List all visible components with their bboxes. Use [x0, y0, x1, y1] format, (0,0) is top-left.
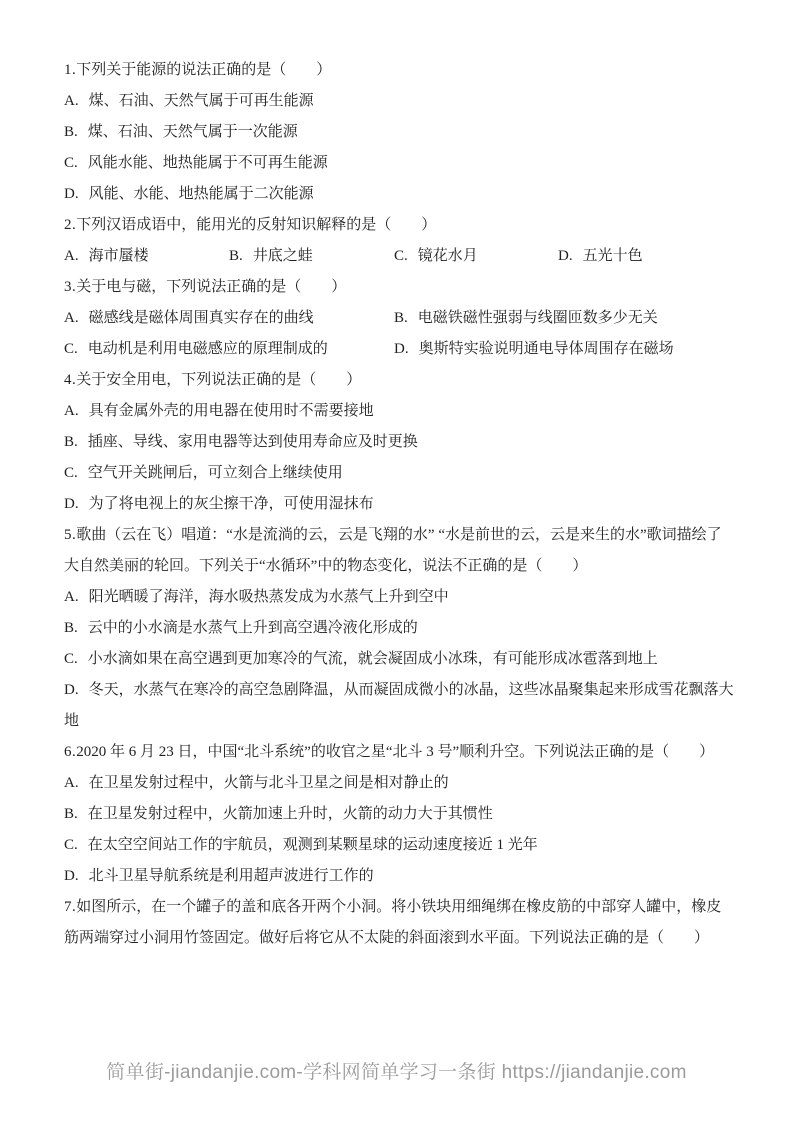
option-d	[64, 489, 736, 520]
question-3	[64, 272, 736, 365]
question-1	[64, 55, 736, 210]
option-label: C.	[64, 465, 78, 481]
option-text: 冬天，水蒸气在寒冷的高空急剧降温，从而凝固成微小的冰晶，这些冰晶聚集起来形成雪花飘落大地	[64, 682, 734, 729]
question-number: 2.	[64, 217, 77, 233]
question-stem	[64, 520, 736, 582]
option-text: 空气开关跳闸后，可立刻合上继续使用	[87, 465, 343, 481]
question-stem-text: 歌曲（云在飞）唱道：“水是流淌的云，云是飞翔的水” “水是前世的云，云是来生的水”歌词描绘了大自然美丽的轮回。下列关于“水循环”中的物态变化，说法不正确的是（ ）	[64, 527, 722, 574]
option-c	[64, 830, 736, 861]
option-text: 在卫星发射过程中，火箭加速上升时，火箭的动力大于其惯性	[87, 806, 493, 822]
question-number: 5.	[64, 527, 77, 543]
option-label: D.	[64, 868, 79, 884]
option-d	[64, 861, 736, 892]
question-stem	[64, 737, 736, 768]
option-label: A.	[64, 93, 79, 109]
options-grid	[64, 303, 736, 365]
option-d	[64, 675, 736, 737]
option-text: 镜花水月	[417, 248, 478, 264]
option-a	[64, 241, 229, 272]
question-stem	[64, 365, 736, 396]
question-stem-text: 下列关于能源的说法正确的是（ ）	[76, 62, 332, 78]
question-number: 6.	[64, 744, 77, 760]
option-label: D.	[394, 341, 409, 357]
option-label: C.	[64, 837, 78, 853]
question-stem	[64, 55, 736, 86]
option-label: A.	[64, 403, 79, 419]
option-text: 风能、水能、地热能属于二次能源	[88, 186, 314, 202]
option-b	[64, 613, 736, 644]
option-text: 阳光晒暖了海洋，海水吸热蒸发成为水蒸气上升到空中	[88, 589, 449, 605]
question-number: 4.	[64, 372, 77, 388]
option-b	[64, 427, 736, 458]
question-stem-text: 关于安全用电，下列说法正确的是（ ）	[76, 372, 362, 388]
option-b	[64, 799, 736, 830]
question-stem-text: 下列汉语成语中，能用光的反射知识解释的是（ ）	[76, 217, 437, 233]
option-text: 在卫星发射过程中，火箭与北斗卫星之间是相对静止的	[88, 775, 449, 791]
option-text: 海市蜃楼	[88, 248, 149, 264]
option-label: B.	[64, 124, 78, 140]
option-c	[64, 148, 736, 179]
option-d	[558, 241, 736, 272]
option-text: 煤、石油、天然气属于一次能源	[87, 124, 298, 140]
option-b	[394, 303, 736, 334]
option-d	[64, 179, 736, 210]
question-stem	[64, 892, 736, 954]
option-label: D.	[64, 186, 79, 202]
option-text: 北斗卫星导航系统是利用超声波进行工作的	[88, 868, 374, 884]
option-c	[64, 334, 394, 365]
option-text: 电动机是利用电磁感应的原理制成的	[87, 341, 328, 357]
option-label: D.	[64, 496, 79, 512]
option-text: 具有金属外壳的用电器在使用时不需要接地	[88, 403, 374, 419]
option-text: 奥斯特实验说明通电导体周围存在磁场	[418, 341, 674, 357]
question-number: 1.	[64, 62, 77, 78]
option-text: 磁感线是磁体周围真实存在的曲线	[88, 310, 314, 326]
option-text: 云中的小水滴是水蒸气上升到高空遇冷液化形成的	[87, 620, 418, 636]
option-label: C.	[64, 341, 78, 357]
option-a	[64, 582, 736, 613]
option-label: B.	[229, 248, 243, 264]
option-c	[394, 241, 558, 272]
option-c	[64, 644, 736, 675]
question-stem	[64, 210, 736, 241]
option-label: A.	[64, 248, 79, 264]
question-number: 3.	[64, 279, 77, 295]
question-stem	[64, 272, 736, 303]
option-text: 在太空空间站工作的宇航员，观测到某颗星球的运动速度接近 1 光年	[87, 837, 538, 853]
option-c	[64, 458, 736, 489]
option-text: 电磁铁磁性强弱与线圈匝数多少无关	[417, 310, 658, 326]
option-a	[64, 396, 736, 427]
option-text: 煤、石油、天然气属于可再生能源	[88, 93, 314, 109]
option-text: 插座、导线、家用电器等达到使用寿命应及时更换	[87, 434, 418, 450]
option-a	[64, 86, 736, 117]
option-text: 小水滴如果在高空遇到更加寒冷的气流，就会凝固成小冰珠，有可能形成冰雹落到地上	[87, 651, 658, 667]
question-7	[64, 892, 736, 954]
option-label: C.	[64, 155, 78, 171]
question-4	[64, 365, 736, 520]
option-a	[64, 768, 736, 799]
options-row	[64, 241, 736, 272]
option-text: 五光十色	[582, 248, 643, 264]
option-label: D.	[558, 248, 573, 264]
question-number: 7.	[64, 899, 77, 915]
option-label: A.	[64, 589, 79, 605]
option-text: 为了将电视上的灰尘擦干净，可使用湿抹布	[88, 496, 374, 512]
watermark-footer	[0, 1060, 793, 1086]
question-6	[64, 737, 736, 892]
option-label: B.	[394, 310, 408, 326]
option-label: B.	[64, 620, 78, 636]
question-stem-text: 关于电与磁，下列说法正确的是（ ）	[76, 279, 347, 295]
option-label: B.	[64, 806, 78, 822]
question-stem-text: 如图所示，在一个罐子的盖和底各开两个小洞。将小铁块用细绳绑在橡皮筋的中部穿人罐中，橡皮筋两端穿过小洞用竹签固定。做好后将它从不太陡的斜面滚到水平面。下列说法正确的是（ ）	[64, 899, 722, 946]
footer-text: 简单街-jiandanjie.com-学科网简单学习一条街 https://jiandanjie.com	[106, 1062, 687, 1083]
option-label: A.	[64, 310, 79, 326]
option-label: B.	[64, 434, 78, 450]
question-stem-text: 2020 年 6 月 23 日，中国“北斗系统”的收官之星“北斗 3 号”顺利升空。下列说法正确的是（ ）	[76, 744, 715, 760]
question-list	[64, 55, 736, 954]
option-a	[64, 303, 394, 334]
option-text: 风能水能、地热能属于不可再生能源	[87, 155, 328, 171]
option-label: C.	[64, 651, 78, 667]
option-label: C.	[394, 248, 408, 264]
option-label: D.	[64, 682, 79, 698]
option-b	[229, 241, 394, 272]
option-text: 井底之蛙	[252, 248, 313, 264]
option-b	[64, 117, 736, 148]
question-2	[64, 210, 736, 272]
option-d	[394, 334, 736, 365]
option-label: A.	[64, 775, 79, 791]
question-5	[64, 520, 736, 737]
